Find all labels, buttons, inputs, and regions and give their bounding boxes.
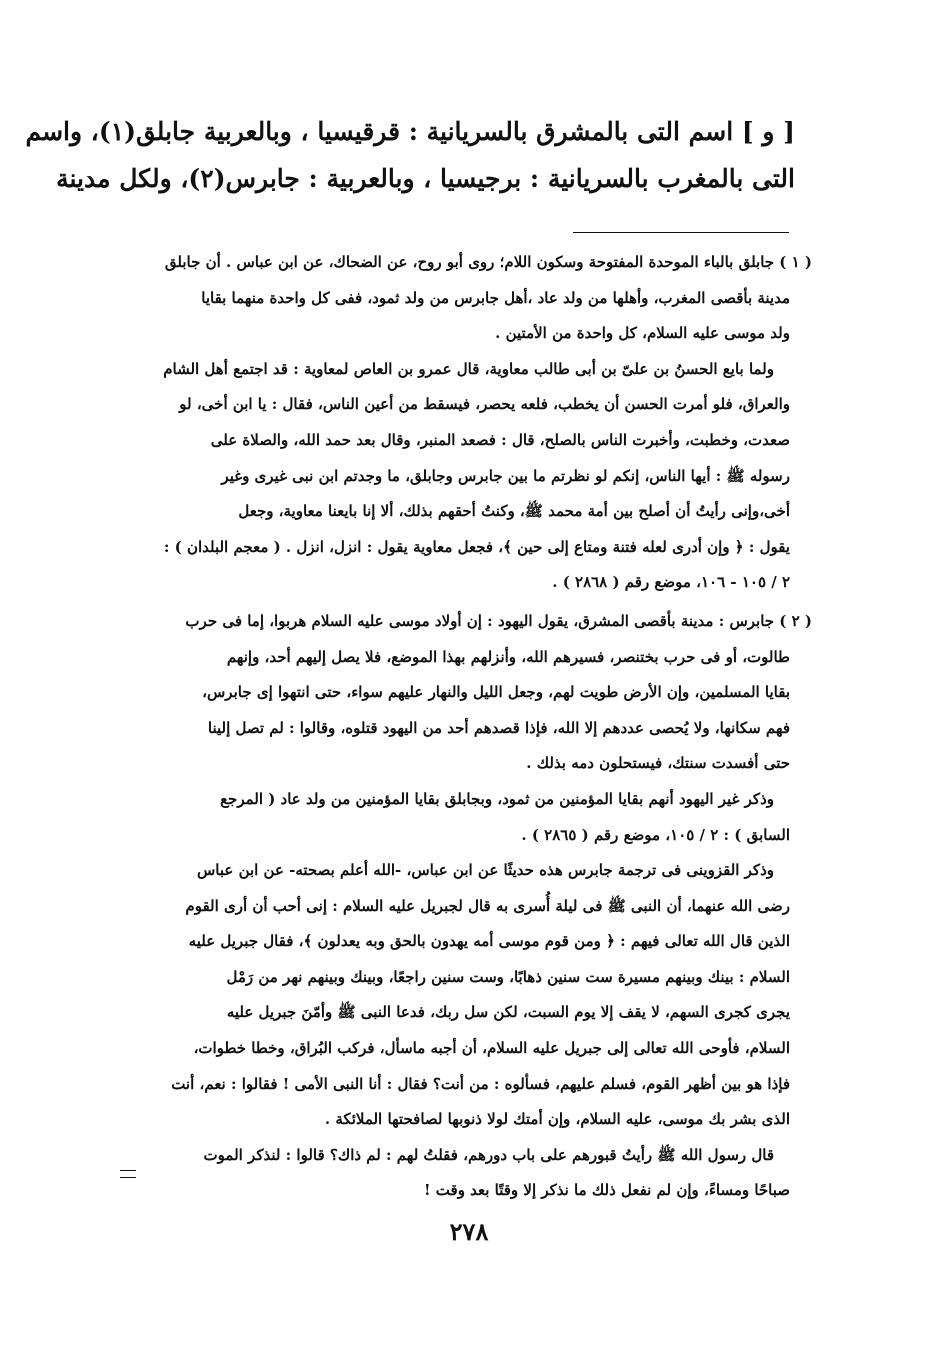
footnote-line: أخى،وإنى رأيتُ أن أصلح بين أمة محمد ﷺ، وكنتُ أحقهم بذلك، ألا إنا بايعنا معاوية، وجعل <box>238 502 790 521</box>
footnote-line: يقول : ﴿ وإن أدرى لعله فتنة ومتاع إلى حين ﴾، فجعل معاوية يقول : انزل، انزل . ( معجم البلدان ) : <box>163 537 790 556</box>
footnote-line: ولد موسى عليه السلام، كل واحدة من الأمتين . <box>495 324 790 343</box>
footnote-line: فهم سكانها، ولا يُحصى عددهم إلا الله، فإذا قصدهم أحد من اليهود قتلوه، وقالوا : لم تصل إلينا <box>207 718 790 737</box>
footnote-line: صباحًا ومساءً، وإن لم نفعل ذلك ما نذكر إلا وقتًا بعد وقت ! <box>423 1181 790 1200</box>
footnote-line: حتى أفسدت سنتك، فيستحلون دمه بذلك . <box>526 754 790 773</box>
footnote-line: السلام : بينك وبينهم مسيرة ست سنين ذهابًا، وست سنين راجعًا، وبينك وبينهم نهر من رَمْل <box>226 967 790 986</box>
footnote-line: مدينة بأقصى المغرب، وأهلها من ولد عاد ،أهل جابرس من ولد ثمود، ففى كل واحدة منهما بقايا <box>201 288 790 307</box>
main-text <box>25 108 795 202</box>
footnote-line: رضى الله عنهما، أن النبى ﷺ فى ليلة أُسرى به قال لجبريل عليه السلام : إنى أحب أن أرى القوم <box>185 896 790 915</box>
footnote-line: ولما بايع الحسنُ بن علىّ بن أبى طالب معاوية، قال عمرو بن العاص لمعاوية : قد اجتمع أهل الشام <box>163 359 774 378</box>
footnote-separator-rule <box>573 232 789 233</box>
footnote-1 <box>100 245 812 601</box>
main-text-line: [ و ] اسم التى بالمشرق بالسريانية : قرقيسيا ، وبالعربية جابلق(١)، واسم <box>25 117 795 146</box>
footnote-line: ( ١ ) جابلق بالباء الموحدة المفتوحة وسكون اللام؛ روى أبو روح، عن الضحاك، عن ابن عباس . أن جابلق <box>164 253 812 271</box>
footnote-line: فإذا هو بين أظهر القوم، فسلم عليهم، فسألوه : من أنت؟ فقال : أنا النبى الأمى ! فقالوا : نعم، أنت <box>171 1074 790 1093</box>
footnote-line: الذى بشر بك موسى، عليه السلام، وإن أمتك لولا ذنوبها لصافحتها الملائكة . <box>324 1110 790 1129</box>
footnote-line: ( ٢ ) جابرس : مدينة بأقصى المشرق، يقول اليهود : إن أولاد موسى عليه السلام هربوا، إما فى حرب <box>185 611 812 630</box>
footnote-line: وذكر القزوينى فى ترجمة جابرس هذه حديثًا عن ابن عباس، -الله أعلم بصحته- عن ابن عباس <box>196 861 774 880</box>
footnote-line: يجرى كجرى السهم، لا يقف إلا يوم السبت، لكن سل ربك، فدعا النبى ﷺ وأمّنَ جبريل عليه <box>226 1003 790 1022</box>
footnote-2 <box>100 604 812 1209</box>
footnote-line: صعدت، وخطبت، وأخبرت الناس بالصلح، قال : فصعد المنبر، وقال بعد حمد الله، والصلاة على <box>210 430 790 449</box>
footnote-line: ٢ / ١٠٥ - ١٠٦، موضع رقم ( ٢٨٦٨ ) . <box>552 573 790 592</box>
footnote-line: الذين قال الله تعالى فيهم : ﴿ ومن قوم موسى أمه يهدون بالحق وبه يعدلون ﴾، فقال جبريل عليه <box>188 932 790 951</box>
footnotes <box>100 245 812 1209</box>
footnote-line: طالوت، أو فى حرب بختنصر، فسيرهم الله، وأنزلهم بهذا الموضع، فلا يصل إليهم أحد، وإنهم <box>226 647 790 666</box>
footnote-line: قال رسول الله ﷺ رأيتُ قبورهم على باب دورهم، فقلتُ لهم : لم ذاك؟ قالوا : لنذكر الموت <box>203 1145 774 1164</box>
main-text-line: التى بالمغرب بالسريانية : برجيسيا ، وبالعربية : جابرس(٢)، ولكل مدينة <box>56 164 795 193</box>
footnote-line: وذكر غير اليهود أنهم بقايا المؤمنين من ثمود، وبجابلق بقايا المؤمنين من ولد عاد ( المرجع <box>220 789 774 808</box>
footnote-line: والعراق، فلو أمرت الحسن أن يخطب، فلعه يحصر، فيسقط من أعين الناس، فقال : يا ابن أخى، لو <box>179 395 790 414</box>
continuation-mark <box>120 1170 136 1178</box>
page-number: ٢٧٨ <box>449 1217 489 1246</box>
footnote-line: بقايا المسلمين، وإن الأرض طويت لهم، وجعل الليل والنهار عليهم سواء، حتى انتهوا إى جابرس، <box>202 683 790 702</box>
footnote-line: السابق ) : ٢ / ١٠٥، موضع رقم ( ٢٨٦٥ ) . <box>521 825 790 844</box>
footnote-line: السلام، فأوحى الله تعالى إلى جبريل عليه السلام، أن أجبه ماسأل، فركب البُراق، وخطا خطوات، <box>193 1039 790 1058</box>
footnote-line: رسوله ﷺ : أيها الناس، إنكم لو نظرتم ما بين جابرس وجابلق، ما وجدتم ابن نبى غيرى وغير <box>221 466 790 485</box>
